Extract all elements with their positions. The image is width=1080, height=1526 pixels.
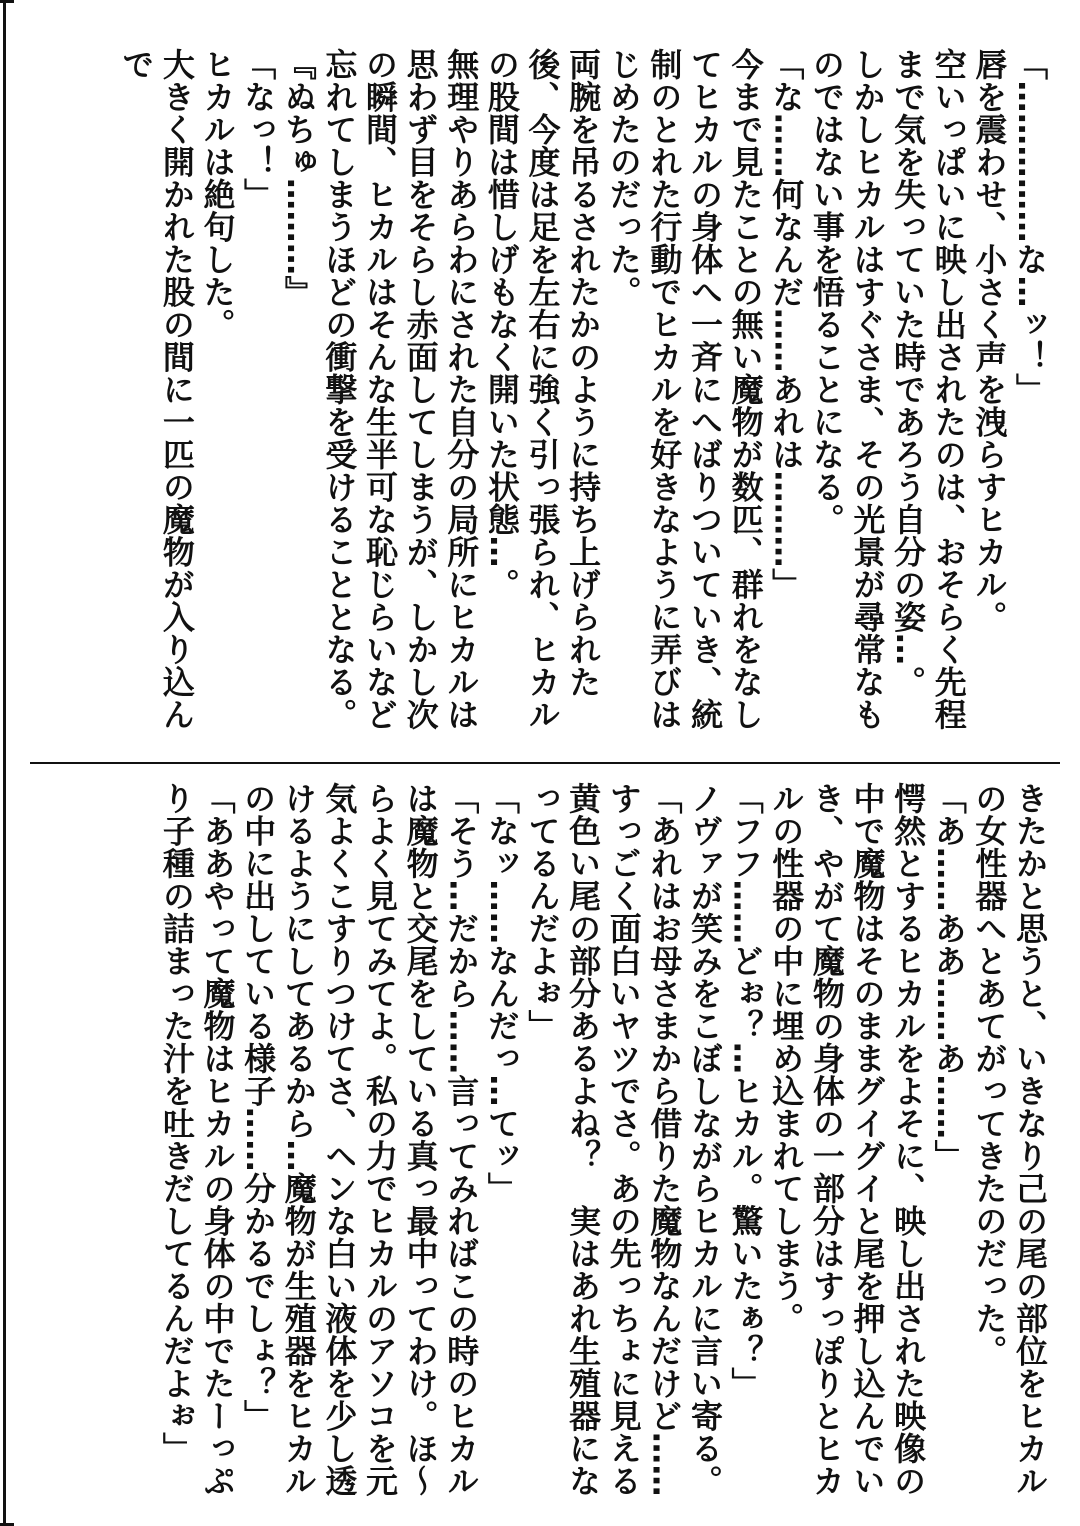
- paragraph: 無理やりあらわにされた自分の局所にヒカルは思わず目をそらし赤面してしまうが、しかし次の瞬間、ヒカルはそんな生半可な恥じらいなど忘れてしまうほどの衝撃を受けることとなる。: [320, 48, 481, 731]
- paragraph: 「フフ……どぉ？…ヒカル。驚いたぁ？」: [726, 782, 765, 1400]
- paragraph: 大きく開かれた股の間に一匹の魔物が入り込んで: [117, 48, 196, 731]
- paragraph: 愕然とするヒカルをよそに、映し出された映像の中で魔物はそのままグイグイと尾を押し込んでいき、やがて魔物の身体の一部分はすっぽりとヒカルの性器の中に埋め込まれてしまう。: [767, 782, 928, 1497]
- paragraph: 「なッ……なんだっ…てッ」: [482, 782, 521, 1205]
- paragraph: 「な……何なんだ……あれは………」: [767, 48, 806, 601]
- paragraph: 「なっ！」: [239, 48, 278, 211]
- paragraph: しかしヒカルはすぐさま、その光景が尋常なものではない事を悟ることになる。: [807, 48, 887, 731]
- paragraph: 「そう…だから……言ってみればこの時のヒカルは魔物と交尾をしている真っ最中ってわけ。ほ～らよく見てみてよ。私の力でヒカルのアソコを元気よくこすりつけてさ、ヘンな白い液体を少し透けるようにしてあるから…魔物が生殖器をヒカルの中に出している様子……分かるでしょ？」: [239, 782, 481, 1497]
- paragraph: ノヴァが笑みをこぼしながらヒカルに言い寄る。: [686, 782, 724, 1497]
- left-rule-top-tick: [0, 0, 14, 3]
- top-text-block: [20, 48, 1050, 748]
- paragraph: 唇を震わせ、小さく声を洩らすヒカル。: [970, 48, 1009, 633]
- paragraph: 「ああやって魔物はヒカルの身体の中でたーっぷり子種の詰まった汁を吐きだしてるんだよぉ」: [157, 782, 237, 1497]
- paragraph: 空いっぱいに映し出されたのは、おそらく先程まで気を失っていた時であろう自分の姿…。: [889, 48, 968, 731]
- paragraph: きたかと思うと、いきなり己の尾の部位をヒカルの女性器へとあてがってきたのだった。: [970, 782, 1049, 1497]
- paragraph: 両腕を吊るされたかのように持ち上げられた後、今度は足を左右に強く引っ張られ、ヒカルの股間は惜しげもなく開いた状態…。: [482, 48, 603, 731]
- top-vertical-text: [116, 48, 1050, 748]
- left-margin-rule: [0, 0, 6, 1526]
- bottom-text-block: [20, 782, 1050, 1498]
- paragraph: 「……………な…ッ！」: [1011, 48, 1049, 406]
- section-divider: [30, 762, 1060, 764]
- bottom-vertical-text: [156, 782, 1050, 1498]
- paragraph: ヒカルは絶句した。: [198, 48, 237, 341]
- paragraph: 今まで見たことの無い魔物が数匹、群れをなしてヒカルの身体へ一斉にへばりついていき、統制のとれた行動でヒカルを好きなように弄びはじめたのだった。: [604, 48, 765, 731]
- paragraph: 『ぬちゅ………』: [279, 48, 318, 308]
- paragraph: 「あ……ああ……あ……」: [929, 782, 968, 1172]
- paragraph: 「あれはお母さまから借りた魔物なんだけど……すっごく面白いヤツでさ。あの先っちょに見える黄色い尾の部分あるよね？ 実はあれ生殖器になってるんだよぉ」: [523, 782, 684, 1497]
